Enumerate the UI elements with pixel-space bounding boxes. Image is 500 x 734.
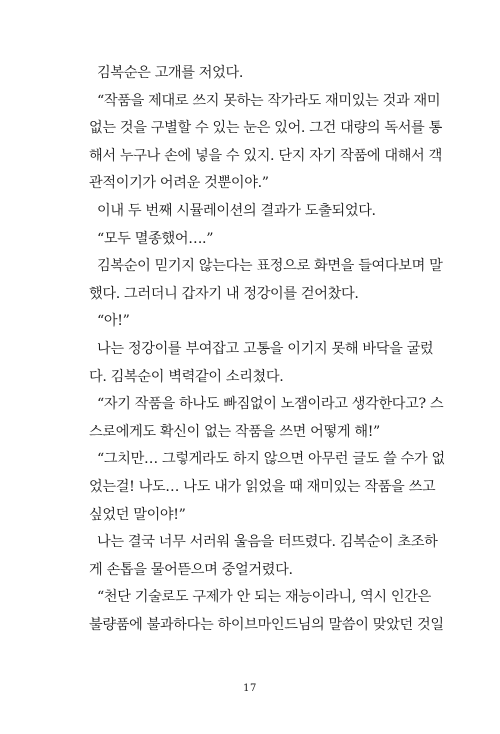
text-line: “아!” (97, 313, 130, 330)
text-line: 김복순이 믿기지 않는다는 표정으로 화면을 들여다보며 말 (97, 258, 443, 275)
text-line: “자기 작품을 하나도 빠짐없이 노잼이라고 생각한다고? 스 (97, 396, 444, 413)
text-line: 없는 것을 구별할 수 있는 눈은 있어. 그건 대량의 독서를 통 (89, 120, 442, 137)
text-line: “모두 멸종했어….” (97, 230, 214, 247)
text-line: “천단 기술로도 구제가 안 되는 재능이라니, 역시 인간은 (97, 589, 431, 606)
text-line: “그치만… 그렇게라도 하지 않으면 아무런 글도 쓸 수가 없 (97, 451, 445, 468)
body-text (89, 60, 445, 639)
text-line: 게 손톱을 물어뜯으며 중얼거렸다. (89, 561, 293, 578)
text-line: 싶었던 말이야!” (89, 506, 186, 523)
text-line: 스로에게도 확신이 없는 작품을 쓰면 어떻게 해!” (89, 423, 380, 440)
text-line: “작품을 제대로 쓰지 못하는 작가라도 재미있는 것과 재미 (97, 92, 441, 109)
text-line: 해서 누구나 손에 넣을 수 있지. 단지 자기 작품에 대해서 객 (89, 147, 442, 164)
text-line: 불량품에 불과하다는 하이브마인드님의 말씀이 맞았던 것일 (89, 616, 444, 633)
text-line: 이내 두 번째 시뮬레이션의 결과가 도출되었다. (97, 202, 376, 219)
text-line: 나는 결국 너무 서러워 울음을 터뜨렸다. 김복순이 초조하 (97, 534, 438, 551)
page-number: 17 (243, 683, 257, 694)
text-line: 관적이기가 어려운 것뿐이야.” (89, 175, 269, 192)
text-line: 했다. 그러더니 갑자기 내 정강이를 걷어찼다. (89, 285, 359, 302)
text-line: 었는걸! 나도… 나도 내가 읽었을 때 재미있는 작품을 쓰고 (89, 478, 436, 495)
text-line: 나는 정강이를 부여잡고 고통을 이기지 못해 바닥을 굴렀 (97, 340, 434, 357)
text-line: 김복순은 고개를 저었다. (97, 65, 244, 81)
text-line: 다. 김복순이 벽력같이 소리쳤다. (89, 368, 284, 385)
